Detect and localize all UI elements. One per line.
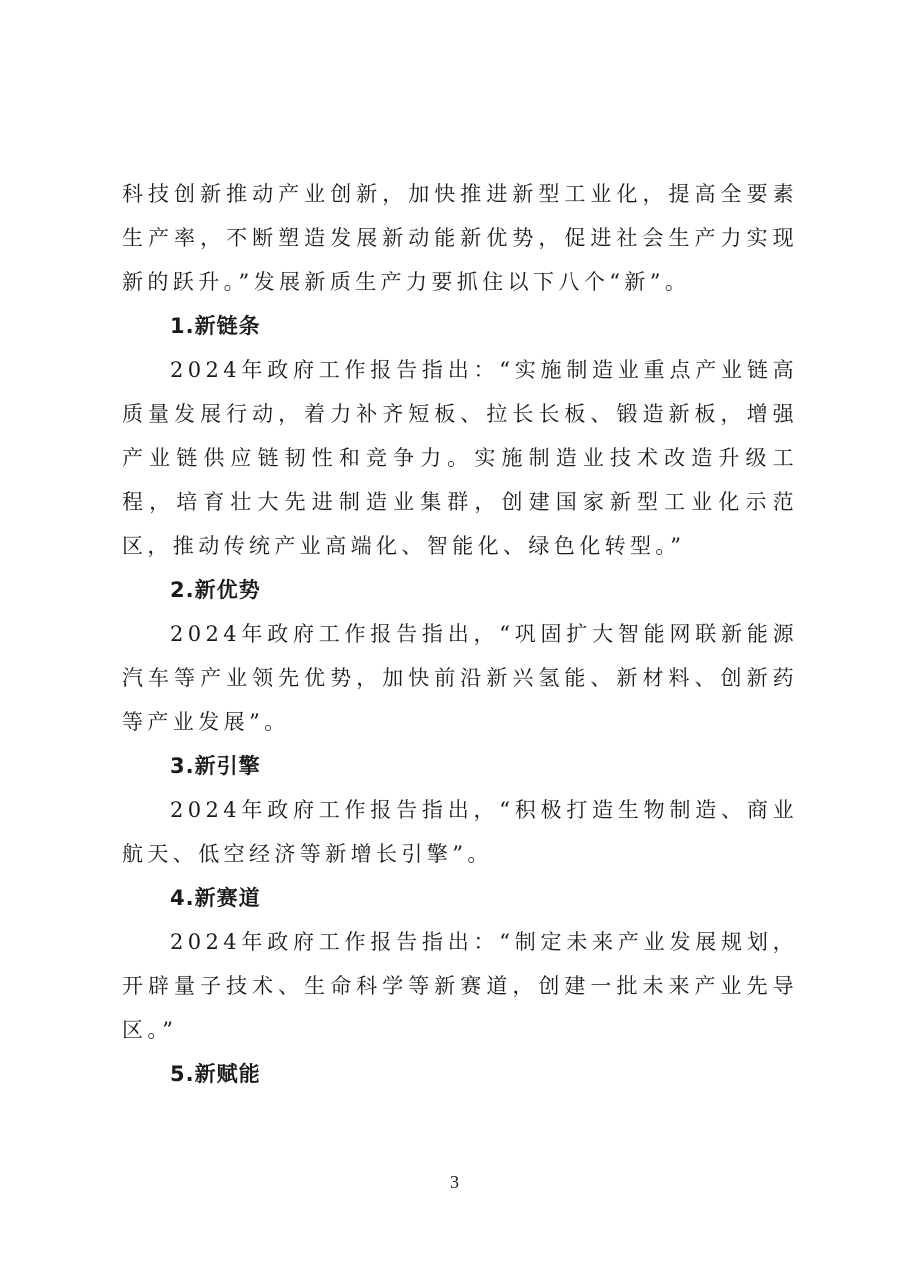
section-heading-4: 4.新赛道 [170, 886, 261, 910]
page-content [122, 172, 798, 1096]
intro-paragraph: 科技创新推动产业创新，加快推进新型工业化，提高全要素生产率，不断塑造发展新动能新优势，促进社会生产力实现新的跃升。”发展新质生产力要抓住以下八个“新”。 [122, 182, 798, 294]
page-number: 3 [450, 1172, 459, 1192]
section-body-1: 2024年政府工作报告指出：“实施制造业重点产业链高质量发展行动，着力补齐短板、拉长长板、锻造新板，增强产业链供应链韧性和竞争力。实施制造业技术改造升级工程，培育壮大先进制造业集群，创建国家新型工业化示范区，推动传统产业高端化、智能化、绿色化转型。” [122, 358, 798, 558]
section-heading-3: 3.新引擎 [170, 754, 261, 778]
section-body-3: 2024年政府工作报告指出，“积极打造生物制造、商业航天、低空经济等新增长引擎”。 [122, 798, 798, 866]
section-heading-2: 2.新优势 [170, 578, 261, 602]
section-heading-1: 1.新链条 [170, 314, 261, 338]
section-body-4: 2024年政府工作报告指出：“制定未来产业发展规划，开辟量子技术、生命科学等新赛道，创建一批未来产业先导区。” [122, 930, 798, 1042]
section-heading-5: 5.新赋能 [170, 1062, 261, 1086]
section-body-2: 2024年政府工作报告指出，“巩固扩大智能网联新能源汽车等产业领先优势，加快前沿新兴氢能、新材料、创新药等产业发展”。 [122, 622, 798, 734]
